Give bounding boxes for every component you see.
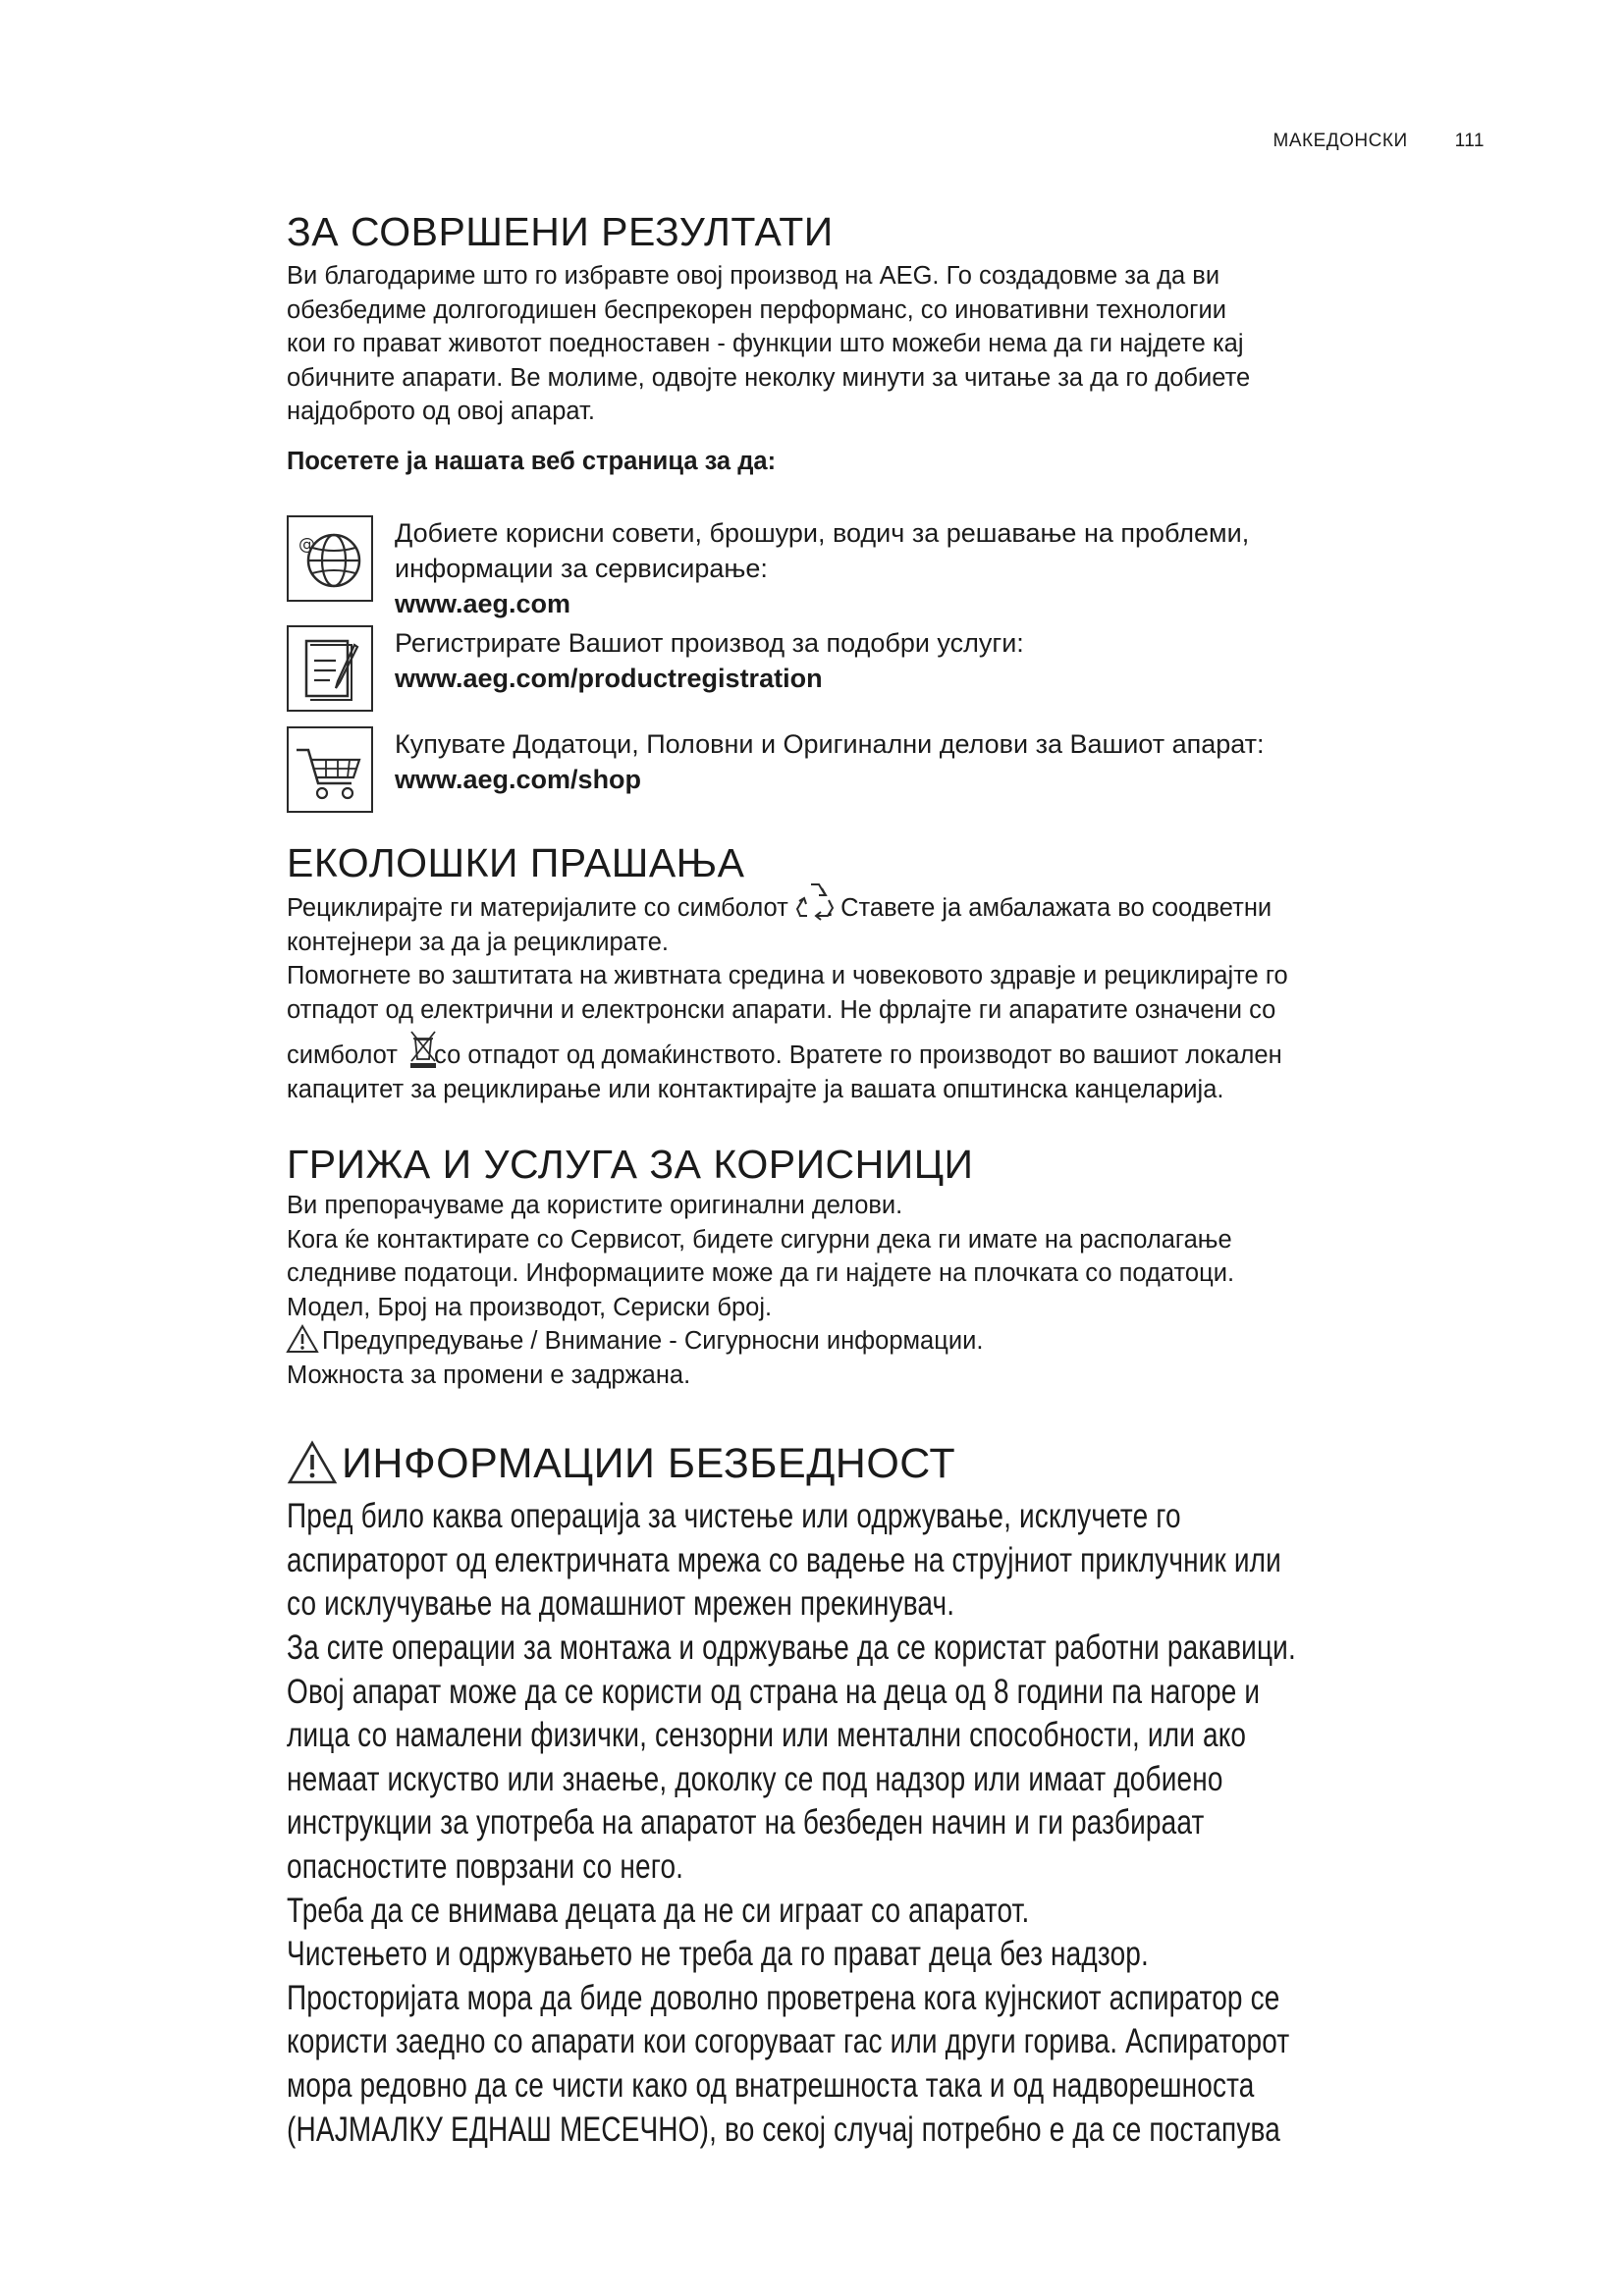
section-title-safety bbox=[287, 1441, 1563, 1487]
care-line: Кога ќе контактирате со Сервисот, бидете сигурни дека ги имате на располагање bbox=[287, 1225, 1232, 1254]
globe-icon bbox=[287, 515, 373, 602]
results-line: обезбедиме долгогодишен беспрекорен перформанс, со иновативни технологии bbox=[287, 295, 1226, 324]
warning-text: Предупредување / Внимание - Сигурносни информации. bbox=[322, 1327, 984, 1356]
environment-text bbox=[287, 891, 1494, 1106]
link-text-website bbox=[395, 515, 1249, 621]
weee-line: капацитет за рециклирање или контактирајте ја вашата општинска канцеларија. bbox=[287, 1075, 1224, 1103]
section-title-environment: ЕКОЛОШКИ ПРАШАЊА bbox=[287, 840, 745, 885]
results-section bbox=[287, 210, 1494, 478]
safety-line: Овој апарат може да се користи од страна на деца од 8 години па нагоре и bbox=[287, 1672, 1261, 1711]
safety-line: (НАЈМАЛКУ ЕДНАШ МЕСЕЧНО), во секој случај потребно е да се постапува bbox=[287, 2109, 1280, 2149]
results-line: кои го прават животот поедноставен - функции што можеби нема да ги најдете кај bbox=[287, 330, 1244, 358]
visit-heading: Посетете ја нашата веб страница за да: bbox=[287, 447, 777, 475]
care-line: Модел, Број на производот, Сериски број. bbox=[287, 1293, 773, 1321]
safety-line: Пред било каква операција за чистење или одржување, исклучете го bbox=[287, 1497, 1181, 1536]
results-line: најдоброто од овој апарат. bbox=[287, 398, 595, 426]
page-number: 111 bbox=[1454, 131, 1485, 151]
safety-line: инструкции за употреба на апаратот на безбеден начин и ги разбираат bbox=[287, 1803, 1205, 1842]
safety-line: аспираторот од електричната мрежа со вадење на струјниот приклучник или bbox=[287, 1540, 1281, 1579]
recycle-line bbox=[287, 891, 1494, 926]
link-description: Добиете корисни совети, брошури, водич за решавање на проблеми, bbox=[395, 518, 1250, 548]
safety-line: Просторијата мора да биде доволно проветрена кога кујнскиот аспиратор се bbox=[287, 1978, 1280, 2017]
care-text bbox=[287, 1189, 1494, 1392]
warning-icon bbox=[285, 1323, 320, 1355]
safety-line: мора редовно да се чисти како од внатрешноста така и од надворешноста bbox=[287, 2066, 1255, 2106]
weee-line: отпадот од електрични и електронски апарати. Не фрлајте ги апаратите означени со bbox=[287, 995, 1276, 1024]
warning-icon bbox=[287, 1440, 338, 1485]
safety-line: опасностите поврзани со него. bbox=[287, 1847, 684, 1887]
website-link[interactable]: www.aeg.com bbox=[395, 589, 571, 618]
safety-line: со исклучување на домашниот мрежен прекинувач. bbox=[287, 1584, 955, 1624]
link-row-registration bbox=[287, 625, 1494, 716]
link-description: информации за сервисирање: bbox=[395, 554, 768, 583]
registration-link[interactable]: www.aeg.com/productregistration bbox=[395, 664, 823, 693]
safety-text bbox=[287, 1495, 1496, 2152]
link-description: Регистрирате Вашиот производ за подобри услуги: bbox=[395, 628, 1024, 658]
safety-line: лица со намалени физички, сензорни или ментални способности, или ако bbox=[287, 1716, 1247, 1755]
safety-line: Треба да се внимава децата да не си играат со апаратот. bbox=[287, 1891, 1030, 1930]
weee-line bbox=[287, 1039, 1494, 1073]
weee-text: симболот bbox=[287, 1041, 398, 1070]
shop-link[interactable]: www.aeg.com/shop bbox=[395, 765, 642, 794]
safety-line: За сите операции за монтажа и одржување да се користат работни ракавици. bbox=[287, 1629, 1296, 1668]
care-warning-line bbox=[287, 1324, 1494, 1359]
shopping-cart-icon bbox=[287, 726, 373, 813]
link-text-registration bbox=[395, 625, 1024, 696]
link-row-shop bbox=[287, 726, 1494, 817]
section-title-results: ЗА СОВРШЕНИ РЕЗУЛТАТИ bbox=[287, 209, 834, 254]
svg-text:@: @ bbox=[298, 535, 315, 555]
results-intro bbox=[287, 259, 1494, 429]
care-line: следниве податоци. Информациите може да ги најдете на плочката со податоци. bbox=[287, 1259, 1235, 1288]
registration-icon bbox=[287, 625, 373, 712]
care-section bbox=[287, 1143, 1494, 1392]
recycle-text: . Ставете ја амбалажата во соодветни bbox=[826, 894, 1272, 923]
link-row-website bbox=[287, 515, 1494, 618]
link-description: Купувате Додатоци, Половни и Оригинални делови за Вашиот апарат: bbox=[395, 729, 1265, 759]
recycle-text: Рециклирајте ги материјалите со симболот bbox=[287, 894, 788, 923]
safety-line: користи заедно со апарати кои согоруваат гас или други горива. Аспираторот bbox=[287, 2022, 1290, 2061]
recycle-line: контејнери за да ја рециклирате. bbox=[287, 928, 669, 956]
weee-line: Помогнете во заштитата на живтната средина и човековото здравје и рециклирајте го bbox=[287, 962, 1288, 990]
care-line: Ви препорачуваме да користите оригинални делови. bbox=[287, 1192, 903, 1220]
safety-line: немаат искуство или знаење, доколку се под надзор или имаат добиено bbox=[287, 1759, 1223, 1798]
language-label: МАКЕДОНСКИ bbox=[1272, 131, 1408, 151]
results-line: обичните апарати. Ве молиме, одвојте неколку минути за читање за да го добиете bbox=[287, 363, 1251, 392]
link-text-shop bbox=[395, 726, 1265, 797]
safety-title-text: ИНФОРМАЦИИ БЕЗБЕДНОСТ bbox=[342, 1440, 956, 1487]
section-title-care: ГРИЖА И УСЛУГА ЗА КОРИСНИЦИ bbox=[287, 1142, 974, 1187]
weee-text: со отпадот од домаќинството. Вратете го производот во вашиот локален bbox=[434, 1041, 1282, 1070]
running-header bbox=[1273, 131, 1485, 152]
environment-section bbox=[287, 841, 1494, 1106]
safety-section bbox=[287, 1441, 1563, 2152]
safety-line: Чистењето и одржувањето не треба да го прават деца без надзор. bbox=[287, 1935, 1149, 1974]
care-line: Можноста за промени е задржана. bbox=[287, 1361, 691, 1389]
results-line: Ви благодариме што го избравте овој производ на AEG. Го создадовме за да ви bbox=[287, 262, 1220, 291]
